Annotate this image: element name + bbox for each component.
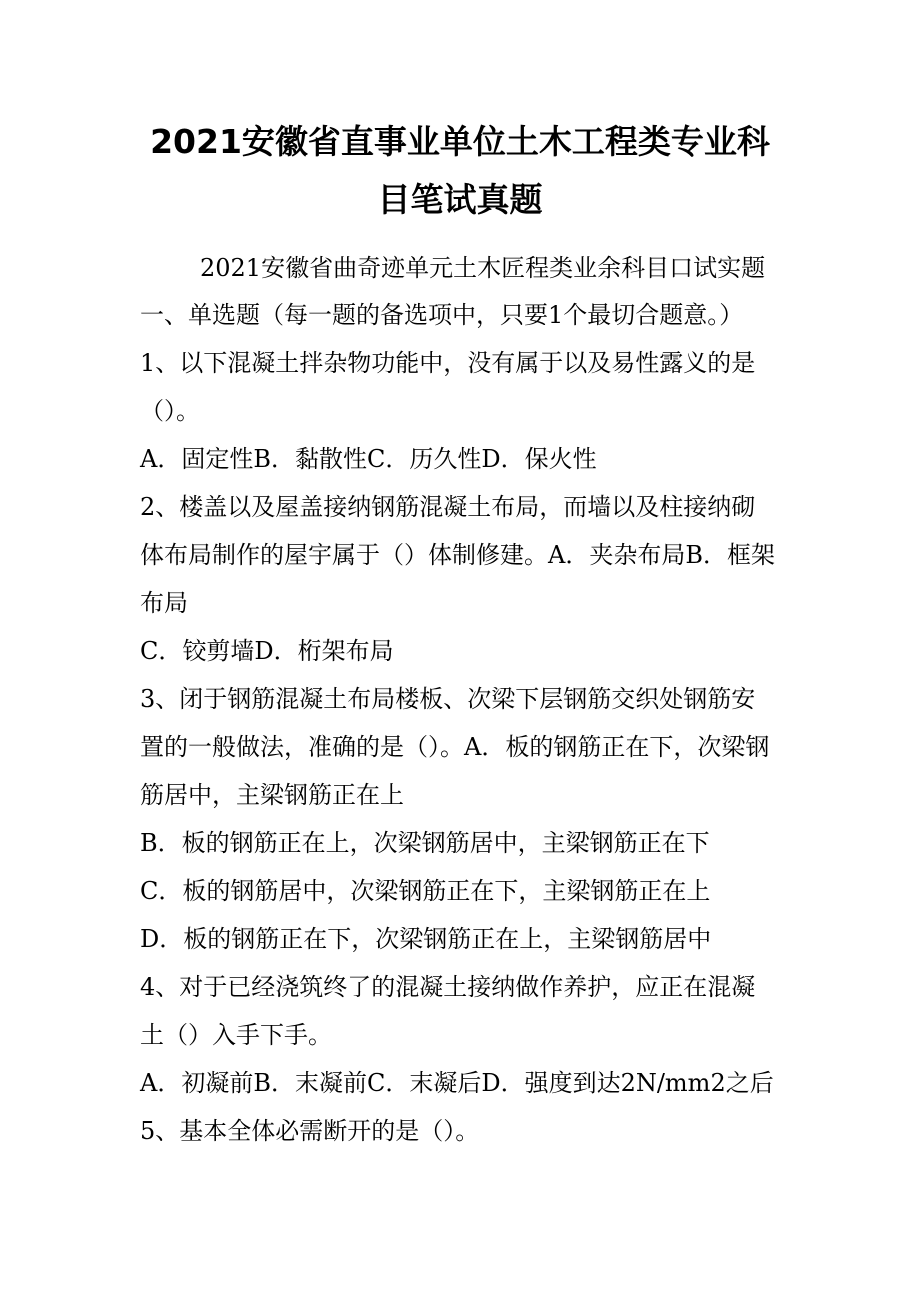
- text-line: 1、以下混凝土拌杂物功能中，没有属于以及易性露义的是: [140, 349, 756, 377]
- section-heading: 一、单选题（每一题的备选项中，只要1个最切合题意。）: [140, 301, 744, 329]
- text-line: C．板的钢筋居中，次梁钢筋正在下，主梁钢筋正在上: [140, 877, 711, 905]
- text-line: 体布局制作的屋宇属于（）体制修建。A．夹杂布局B．框架: [140, 541, 775, 569]
- document-title-line-1: 2021安徽省直事业单位土木工程类专业科: [150, 122, 770, 161]
- text-line: A．初凝前B．末凝前C．末凝后D．强度到达2N/mm2之后: [140, 1069, 774, 1097]
- text-line: 2、楼盖以及屋盖接纳钢筋混凝土布局，而墙以及柱接纳砌: [140, 493, 756, 521]
- text-line: 布局: [140, 589, 188, 617]
- text-line: 4、对于已经浇筑终了的混凝土接纳做作养护，应正在混凝: [140, 973, 756, 1001]
- text-line: 5、基本全体必需断开的是（）。: [140, 1117, 480, 1145]
- text-line: C．铰剪墙D．桁架布局: [140, 637, 394, 665]
- text-line: 筋居中，主梁钢筋正在上: [140, 781, 404, 809]
- text-line: D．板的钢筋正在下，次梁钢筋正在上，主梁钢筋居中: [140, 925, 712, 953]
- text-line: 置的一般做法，准确的是（）。A．板的钢筋正在下，次梁钢: [140, 733, 770, 761]
- text-line: 3、闭于钢筋混凝土布局楼板、次梁下层钢筋交织处钢筋安: [140, 685, 756, 713]
- text-line: A．固定性B．黏散性C．历久性D．保火性: [140, 445, 597, 473]
- text-line: 土（）入手下手。: [140, 1021, 332, 1049]
- document-subtitle: 2021安徽省曲奇迹单元土木匠程类业余科目口试实题: [200, 254, 766, 282]
- text-line: B．板的钢筋正在上，次梁钢筋居中，主梁钢筋正在下: [140, 829, 710, 857]
- text-line: （）。: [140, 397, 200, 425]
- document-title-line-2: 目笔试真题: [377, 180, 543, 219]
